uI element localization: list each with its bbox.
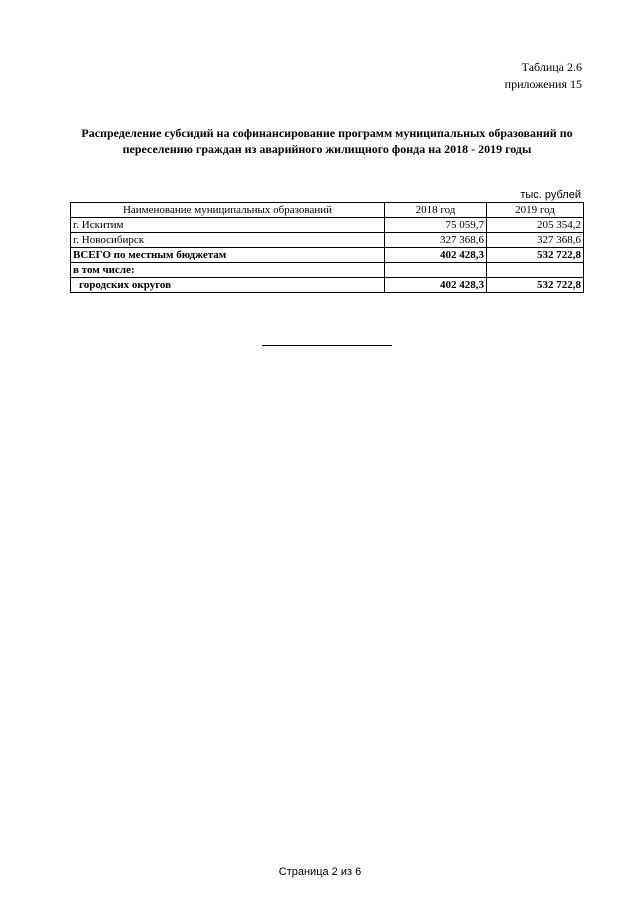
title-line-1: Распределение субсидий на софинансирование программ муниципальных образований по xyxy=(81,126,573,140)
row-value-2019: 327 368,6 xyxy=(487,233,584,248)
total-row xyxy=(71,248,584,263)
row-name: г. Искитим xyxy=(71,218,385,233)
appendix-number: приложения 15 xyxy=(504,77,582,91)
page-footer: Страница 2 из 6 xyxy=(278,866,362,878)
column-header-2018: 2018 год xyxy=(385,203,487,218)
column-header-name: Наименование муниципальных образований xyxy=(71,203,385,218)
row-value-2019: 205 354,2 xyxy=(487,218,584,233)
row-value-2019: 532 722,8 xyxy=(487,278,584,293)
row-value-2019: 532 722,8 xyxy=(487,248,584,263)
column-header-2019: 2019 год xyxy=(487,203,584,218)
subheader-row xyxy=(71,263,584,278)
row-name: городских округов xyxy=(71,278,385,293)
row-value-2018: 327 368,6 xyxy=(385,233,487,248)
row-value-2018: 402 428,3 xyxy=(385,278,487,293)
section-end-divider xyxy=(262,345,392,346)
table-row xyxy=(71,233,584,248)
row-value-2018: 402 428,3 xyxy=(385,248,487,263)
subsidy-table xyxy=(70,202,584,293)
document-title xyxy=(60,125,594,157)
urban-districts-row xyxy=(71,278,584,293)
row-name: г. Новосибирск xyxy=(71,233,385,248)
row-name: ВСЕГО по местным бюджетам xyxy=(71,248,385,263)
row-name: в том числе: xyxy=(71,263,385,278)
table-header-row xyxy=(71,203,584,218)
table-row xyxy=(71,218,584,233)
table-number: Таблица 2.6 xyxy=(521,60,582,74)
row-value-2019 xyxy=(487,263,584,278)
row-value-2018: 75 059,7 xyxy=(385,218,487,233)
units-label: тыс. рублей xyxy=(520,189,581,201)
title-line-2: переселению граждан из аварийного жилищного фонда на 2018 - 2019 годы xyxy=(122,142,532,156)
table-reference xyxy=(505,59,582,93)
row-value-2018 xyxy=(385,263,487,278)
